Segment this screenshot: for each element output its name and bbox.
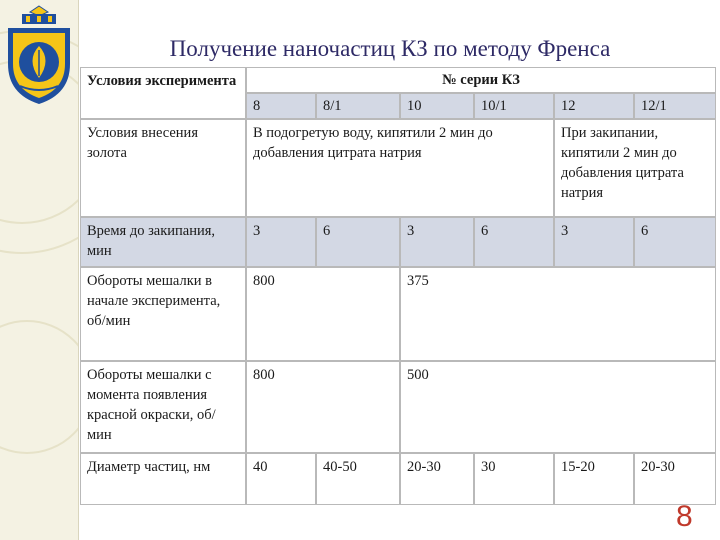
diameter-value: 30 [474,453,554,505]
series-label: 8 [246,93,316,119]
slide-title: Получение наночастиц КЗ по методу Френса [169,36,611,61]
series-label: 8/1 [316,93,400,119]
row-label-boil-time: Время до закипания, мин [80,217,246,267]
boil-time-value: 6 [634,217,716,267]
series-label: 10 [400,93,474,119]
diameter-value: 15-20 [554,453,634,505]
boil-time-value: 6 [474,217,554,267]
boil-time-value: 3 [246,217,316,267]
row-label-stirrer-red: Обороты мешалки с момента появления красной окраски, об/мин [80,361,246,453]
diameter-value: 20-30 [634,453,716,505]
gold-conditions-group-a: В подогретую воду, кипятили 2 мин до добавления цитрата натрия [246,119,554,217]
boil-time-value: 3 [554,217,634,267]
diameter-value: 20-30 [400,453,474,505]
stirrer-red-group-b: 500 [400,361,716,453]
header-conditions: Условия эксперимента [80,67,246,119]
row-label-gold-conditions: Условия внесения золота [80,119,246,217]
stirrer-red-group-a: 800 [246,361,400,453]
diameter-value: 40-50 [316,453,400,505]
row-label-diameter: Диаметр частиц, нм [80,453,246,505]
header-series-title: № серии КЗ [246,67,716,93]
boil-time-value: 3 [400,217,474,267]
boil-time-value: 6 [316,217,400,267]
page-number: 8 [676,500,693,533]
series-label: 12 [554,93,634,119]
series-label: 10/1 [474,93,554,119]
university-crest-logo [2,2,76,108]
diameter-value: 40 [246,453,316,505]
row-label-stirrer-start: Обороты мешалки в начале эксперимента, об/мин [80,267,246,361]
left-divider [78,0,79,540]
decorative-arc [0,320,78,454]
stirrer-start-group-a: 800 [246,267,400,361]
series-label: 12/1 [634,93,716,119]
gold-conditions-group-b: При закипании, кипятили 2 мин до добавления цитрата натрия [554,119,716,217]
stirrer-start-group-b: 375 [400,267,716,361]
